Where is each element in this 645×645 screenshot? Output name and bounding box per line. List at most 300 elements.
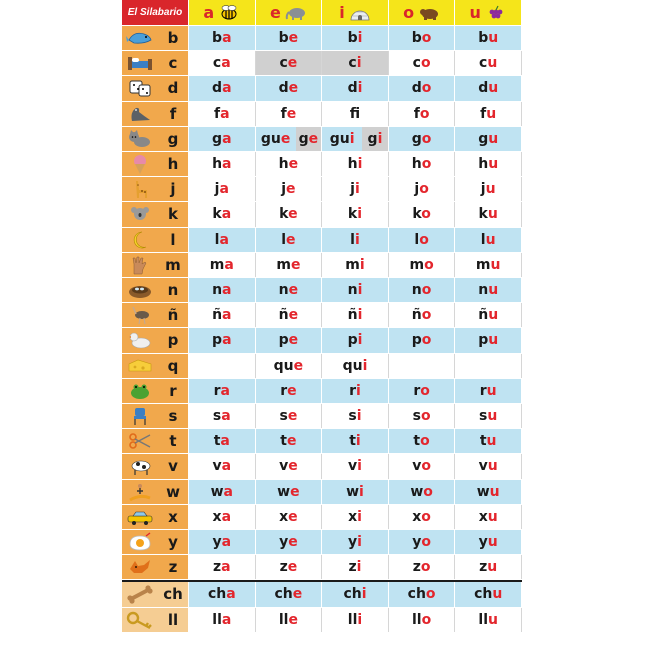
syllable-consonant: m bbox=[345, 256, 360, 273]
syllable-vowel: e bbox=[288, 611, 298, 628]
syllable bbox=[478, 282, 498, 298]
consonant-cell bbox=[122, 26, 189, 50]
syllable bbox=[279, 534, 298, 550]
vowel-letter: e bbox=[269, 3, 281, 22]
syllable-vowel: o bbox=[421, 156, 432, 173]
syllable bbox=[350, 106, 360, 122]
syllable-consonant: v bbox=[348, 458, 358, 475]
surfer-icon bbox=[126, 482, 154, 502]
syllable-consonant: f bbox=[480, 105, 487, 122]
syllable-cell bbox=[389, 102, 456, 126]
consonant-cell bbox=[122, 555, 189, 579]
syllable-consonant: z bbox=[412, 559, 421, 576]
consonant-label: ll bbox=[167, 610, 179, 629]
syllable-cell bbox=[455, 555, 522, 579]
syllable-cell bbox=[455, 26, 522, 50]
syllable-cell bbox=[256, 26, 323, 50]
syllable bbox=[480, 433, 497, 449]
syllable-cell bbox=[189, 51, 256, 75]
syllable-vowel: i bbox=[359, 256, 365, 273]
syllable-cell bbox=[256, 102, 323, 126]
syllable-cell bbox=[256, 51, 323, 75]
syllable bbox=[478, 612, 498, 628]
syllable bbox=[214, 106, 230, 122]
syllable-vowel: i bbox=[356, 55, 362, 72]
syllable-row-f bbox=[122, 102, 522, 126]
syllable-cell bbox=[389, 202, 456, 226]
syllable-row-r bbox=[122, 379, 522, 403]
syllable-consonant: n bbox=[478, 282, 489, 299]
syllable bbox=[279, 307, 298, 323]
syllable-cell bbox=[256, 480, 323, 504]
syllable-vowel: u bbox=[487, 458, 498, 475]
syllable-vowel: i bbox=[357, 534, 362, 551]
syllable-vowel: u bbox=[490, 256, 501, 273]
syllable bbox=[368, 131, 383, 147]
syllable-vowel: e bbox=[287, 559, 298, 576]
syllable-cell bbox=[389, 379, 456, 403]
syllable-cell bbox=[189, 582, 256, 606]
syllable-vowel: u bbox=[488, 156, 499, 173]
consonant-label: h bbox=[167, 155, 179, 174]
syllable-row-p bbox=[122, 328, 522, 352]
syllable bbox=[413, 408, 431, 424]
duck-icon bbox=[126, 330, 154, 350]
syllable-vowel: e bbox=[288, 30, 299, 47]
syllable-consonant: p bbox=[212, 332, 223, 349]
syllable-consonant: j bbox=[281, 181, 287, 198]
syllable-vowel: e bbox=[288, 534, 298, 551]
syllable bbox=[479, 509, 498, 525]
syllable-consonant: z bbox=[348, 559, 357, 576]
consonant-label: f bbox=[169, 104, 177, 123]
syllable-consonant: ch bbox=[474, 586, 493, 603]
syllable bbox=[279, 55, 297, 71]
syllable-vowel: u bbox=[486, 382, 497, 399]
consonant-label: l bbox=[170, 230, 176, 249]
syllable-vowel: e bbox=[288, 282, 299, 299]
syllable-row-n bbox=[122, 278, 522, 302]
syllable-consonant: s bbox=[479, 408, 488, 425]
syllable-cell bbox=[189, 379, 256, 403]
syllable-vowel: o bbox=[421, 458, 431, 475]
syllable bbox=[212, 30, 231, 46]
syllable bbox=[279, 458, 298, 474]
syllable-vowel: e bbox=[288, 156, 299, 173]
scissors-icon bbox=[126, 431, 154, 451]
syllable bbox=[210, 257, 234, 273]
syllable-consonant: x bbox=[279, 508, 289, 525]
syllable-vowel: o bbox=[420, 55, 431, 72]
syllable-consonant: ch bbox=[407, 586, 426, 603]
syllable bbox=[412, 80, 432, 96]
syllable-consonant: z bbox=[479, 559, 488, 576]
syllable-row-d bbox=[122, 76, 522, 100]
syllable bbox=[348, 282, 363, 298]
syllable-cell bbox=[189, 480, 256, 504]
consonant-label: b bbox=[167, 29, 179, 48]
syllable bbox=[348, 612, 362, 628]
syllable-vowel: a bbox=[222, 80, 232, 97]
syllable-cell bbox=[322, 127, 389, 151]
syllable-cell bbox=[389, 76, 456, 100]
syllable-cell bbox=[322, 379, 389, 403]
syllable bbox=[348, 458, 362, 474]
syllable-row-s bbox=[122, 404, 522, 428]
syllable-consonant: m bbox=[209, 256, 225, 273]
syllable-row-g bbox=[122, 127, 522, 151]
vowel-header-a bbox=[189, 0, 256, 25]
syllable-consonant: x bbox=[212, 508, 222, 525]
elephant-icon bbox=[285, 5, 307, 21]
syllable-vowel: e bbox=[308, 130, 319, 147]
syllable bbox=[213, 559, 231, 575]
syllable bbox=[208, 586, 236, 602]
consonant-label: ch bbox=[163, 585, 183, 604]
syllable-cell bbox=[455, 278, 522, 302]
grapes-icon bbox=[485, 5, 507, 21]
syllable-cell bbox=[322, 76, 389, 100]
syllable-cell bbox=[322, 429, 389, 453]
syllable-cell bbox=[455, 354, 522, 378]
syllable-consonant: p bbox=[411, 332, 422, 349]
cheese-icon bbox=[126, 356, 154, 376]
syllable bbox=[348, 534, 362, 550]
syllable bbox=[413, 433, 429, 449]
syllable-cell bbox=[322, 454, 389, 478]
syllable bbox=[215, 232, 229, 248]
syllable-cell bbox=[455, 76, 522, 100]
syllable-vowel: u bbox=[487, 534, 498, 551]
syllable-vowel: a bbox=[219, 181, 229, 198]
consonant-label: t bbox=[169, 432, 177, 451]
syllable-vowel: i bbox=[357, 30, 363, 47]
syllable-consonant: f bbox=[280, 105, 287, 122]
syllable-vowel: i bbox=[357, 282, 363, 299]
syllable-cell bbox=[455, 454, 522, 478]
syllable-consonant: qu bbox=[342, 357, 363, 374]
syllable-cell bbox=[389, 127, 456, 151]
bear-icon bbox=[418, 5, 440, 21]
syllable-cell bbox=[256, 228, 323, 252]
syllable-consonant: f bbox=[349, 105, 361, 122]
syllable-vowel: e bbox=[293, 357, 304, 374]
syllable-consonant: y bbox=[279, 534, 289, 551]
syllable-cell bbox=[389, 530, 456, 554]
syllable-cell bbox=[455, 429, 522, 453]
syllable-consonant: g bbox=[478, 130, 489, 147]
syllable-consonant: t bbox=[213, 433, 221, 450]
syllable bbox=[343, 358, 368, 374]
syllable bbox=[479, 55, 497, 71]
syllable-vowel: e bbox=[288, 80, 299, 97]
consonant-cell bbox=[122, 480, 189, 504]
syllable bbox=[274, 358, 304, 374]
syllable-vowel: i bbox=[356, 382, 361, 399]
consonant-cell bbox=[122, 429, 189, 453]
syllable-cell bbox=[189, 454, 256, 478]
syllable-consonant: ñ bbox=[478, 307, 489, 324]
syllable-cell bbox=[322, 608, 389, 632]
syllable-consonant: b bbox=[411, 30, 422, 47]
syllable-vowel: i bbox=[349, 130, 355, 147]
syllable-consonant: c bbox=[479, 55, 488, 72]
syllable-cell bbox=[455, 228, 522, 252]
syllable-consonant: v bbox=[212, 458, 222, 475]
seal-icon bbox=[126, 104, 154, 124]
vowel-header-e bbox=[256, 0, 323, 25]
syllable-consonant: x bbox=[412, 508, 422, 525]
syllable-consonant: f bbox=[413, 105, 420, 122]
syllable-vowel: i bbox=[357, 332, 363, 349]
consonant-cell bbox=[122, 76, 189, 100]
syllable-cell bbox=[455, 582, 522, 606]
syllable bbox=[345, 257, 364, 273]
syllable-consonant: r bbox=[213, 382, 221, 399]
syllable-consonant: ñ bbox=[411, 307, 422, 324]
syllable-cell bbox=[389, 608, 456, 632]
syllable-vowel: e bbox=[287, 408, 298, 425]
syllable-row-y bbox=[122, 530, 522, 554]
syllable-cell bbox=[389, 555, 456, 579]
syllable bbox=[480, 106, 496, 122]
syllable bbox=[479, 206, 498, 222]
syllable-consonant: ch bbox=[207, 586, 227, 603]
syllable-consonant: k bbox=[478, 206, 488, 223]
syllable-vowel: o bbox=[420, 408, 431, 425]
syllable-consonant: w bbox=[210, 483, 224, 500]
syllable bbox=[477, 484, 500, 500]
syllable-vowel: u bbox=[485, 231, 496, 248]
syllable bbox=[478, 332, 498, 348]
consonant-label: w bbox=[166, 482, 180, 501]
syllable-vowel: a bbox=[221, 206, 232, 223]
consonant-cell bbox=[122, 354, 189, 378]
syllable-cell bbox=[189, 354, 256, 378]
syllable bbox=[211, 484, 233, 500]
syllable-vowel: u bbox=[488, 307, 499, 324]
syllable-consonant: d bbox=[212, 80, 223, 97]
syllable-cell bbox=[322, 26, 389, 50]
syllable-vowel: e bbox=[290, 256, 301, 273]
giraffe-icon bbox=[126, 179, 154, 199]
syllable bbox=[276, 257, 300, 273]
syllable-consonant: c bbox=[412, 55, 421, 72]
syllable-consonant: v bbox=[478, 458, 488, 475]
syllable-consonant: l bbox=[350, 231, 355, 248]
syllable-consonant: b bbox=[212, 30, 223, 47]
syllable-row-q bbox=[122, 354, 522, 378]
syllable bbox=[280, 559, 298, 575]
syllable-cell bbox=[256, 328, 323, 352]
syllable-cell bbox=[389, 303, 456, 327]
syllable bbox=[348, 55, 361, 71]
syllable-consonant: j bbox=[480, 181, 486, 198]
syllable-consonant: m bbox=[475, 256, 491, 273]
moon-icon bbox=[126, 230, 154, 250]
syllable-cell bbox=[256, 555, 323, 579]
syllable-consonant: w bbox=[346, 483, 360, 500]
syllable-cell bbox=[256, 379, 323, 403]
syllable-consonant: qu bbox=[273, 357, 294, 374]
syllable bbox=[348, 156, 363, 172]
syllable-cell bbox=[256, 152, 323, 176]
key-icon bbox=[126, 610, 154, 630]
consonant-label: r bbox=[169, 381, 177, 400]
syllable-cell bbox=[322, 278, 389, 302]
syllable-consonant: t bbox=[413, 433, 421, 450]
syllable bbox=[413, 55, 431, 71]
syllable-cell bbox=[455, 608, 522, 632]
syllable-consonant: h bbox=[212, 156, 223, 173]
syllable-vowel: u bbox=[489, 483, 500, 500]
syllable bbox=[412, 131, 432, 147]
syllable bbox=[212, 156, 231, 172]
syllable-consonant: j bbox=[350, 181, 355, 198]
syllable bbox=[412, 30, 432, 46]
syllable-cell bbox=[189, 177, 256, 201]
syllable-cell bbox=[389, 26, 456, 50]
syllable bbox=[478, 131, 498, 147]
syllable-row-h bbox=[122, 152, 522, 176]
syllable-vowel: a bbox=[221, 508, 232, 525]
syllable-consonant: gu bbox=[329, 130, 350, 147]
syllable-cell bbox=[455, 505, 522, 529]
consonant-cell bbox=[122, 102, 189, 126]
syllable-cell bbox=[322, 202, 389, 226]
syllable bbox=[281, 106, 297, 122]
syllable-cell bbox=[389, 404, 456, 428]
syllable-consonant: k bbox=[347, 206, 358, 223]
syllable-cell bbox=[256, 530, 323, 554]
syllable-vowel: i bbox=[354, 231, 360, 248]
syllable-vowel: a bbox=[221, 534, 232, 551]
syllable-vowel: o bbox=[419, 231, 429, 248]
syllable-cell bbox=[322, 177, 389, 201]
syllable bbox=[409, 257, 433, 273]
syllable bbox=[349, 433, 361, 449]
syllable-consonant: g bbox=[298, 130, 309, 147]
syllable-consonant: ch bbox=[274, 586, 293, 603]
syllable-consonant: v bbox=[412, 458, 422, 475]
vowel-header-i bbox=[322, 0, 389, 25]
syllable bbox=[412, 509, 431, 525]
syllable-consonant: t bbox=[280, 433, 287, 450]
syllable-vowel: a bbox=[220, 382, 230, 399]
syllable-consonant: d bbox=[478, 80, 489, 97]
syllable-vowel: i bbox=[359, 483, 364, 500]
syllable-vowel: u bbox=[487, 408, 498, 425]
syllable-cell bbox=[389, 582, 456, 606]
syllable-cell bbox=[389, 480, 456, 504]
syllable-vowel: o bbox=[419, 181, 429, 198]
syllable-cell bbox=[322, 328, 389, 352]
syllable bbox=[348, 332, 363, 348]
bee-icon bbox=[218, 5, 240, 21]
syllable bbox=[279, 80, 299, 96]
bed-icon bbox=[126, 53, 154, 73]
koala-icon bbox=[126, 204, 154, 224]
syllable-variant-a bbox=[256, 127, 296, 151]
syllable-row-b bbox=[122, 26, 522, 50]
syllable-vowel: e bbox=[288, 307, 299, 324]
syllable-cell bbox=[389, 328, 456, 352]
consonant-label: d bbox=[167, 79, 179, 98]
syllable-cell bbox=[189, 530, 256, 554]
consonant-label: q bbox=[167, 356, 179, 375]
syllable-consonant: z bbox=[212, 559, 222, 576]
syllable-row-ch bbox=[122, 582, 522, 606]
vowel-letter: u bbox=[469, 3, 481, 22]
syllable-vowel: i bbox=[355, 433, 361, 450]
syllable-consonant: m bbox=[276, 256, 291, 273]
syllable-cell bbox=[322, 555, 389, 579]
syllable-consonant: b bbox=[278, 30, 289, 47]
syllable-vowel: u bbox=[485, 181, 496, 198]
syllable-cell bbox=[256, 278, 323, 302]
syllable-consonant: ll bbox=[347, 611, 358, 628]
consonant-cell bbox=[122, 379, 189, 403]
syllable-cell bbox=[455, 127, 522, 151]
ice-cream-icon bbox=[126, 154, 154, 174]
syllable-cell bbox=[256, 582, 323, 606]
fox-icon bbox=[126, 557, 154, 577]
syllable-cell bbox=[189, 429, 256, 453]
syllable bbox=[414, 232, 428, 248]
syllable bbox=[412, 307, 432, 323]
syllable-consonant: ll bbox=[478, 611, 488, 628]
syllable-cell bbox=[389, 177, 456, 201]
consonant-label: c bbox=[168, 54, 178, 73]
syllable-vowel: e bbox=[290, 483, 300, 500]
syllable-cell bbox=[256, 608, 323, 632]
syllable bbox=[348, 307, 363, 323]
syllable-consonant: g bbox=[212, 130, 223, 147]
consonant-cell bbox=[122, 454, 189, 478]
syllable-vowel: o bbox=[421, 282, 432, 299]
syllable-consonant: l bbox=[214, 231, 220, 248]
syllable-row-x bbox=[122, 505, 522, 529]
syllable-cell bbox=[322, 102, 389, 126]
syllable-consonant: b bbox=[347, 30, 358, 47]
syllable-row-ñ bbox=[122, 303, 522, 327]
syllable-cell bbox=[455, 102, 522, 126]
syllable bbox=[212, 131, 231, 147]
syllable-cell bbox=[189, 127, 256, 151]
syllable-cell bbox=[455, 51, 522, 75]
syllable bbox=[279, 612, 298, 628]
syllable-cell bbox=[322, 582, 389, 606]
syllable-vowel: i bbox=[357, 611, 363, 628]
syllable bbox=[481, 232, 496, 248]
syllable bbox=[261, 131, 291, 147]
syllable-vowel: e bbox=[286, 105, 297, 122]
consonant-cell bbox=[122, 328, 189, 352]
consonant-label: ñ bbox=[167, 306, 179, 325]
syllable-vowel: u bbox=[487, 508, 498, 525]
syllable-cell bbox=[389, 354, 456, 378]
syllable bbox=[414, 181, 428, 197]
consonant-label: j bbox=[170, 180, 176, 199]
syllable bbox=[479, 458, 498, 474]
syllable-variant-a bbox=[322, 127, 362, 151]
syllable-cell bbox=[455, 379, 522, 403]
syllable bbox=[348, 206, 362, 222]
cat-icon bbox=[126, 129, 154, 149]
syllable-cell bbox=[189, 328, 256, 352]
syllable-consonant: y bbox=[412, 534, 422, 551]
syllable-cell bbox=[256, 202, 323, 226]
